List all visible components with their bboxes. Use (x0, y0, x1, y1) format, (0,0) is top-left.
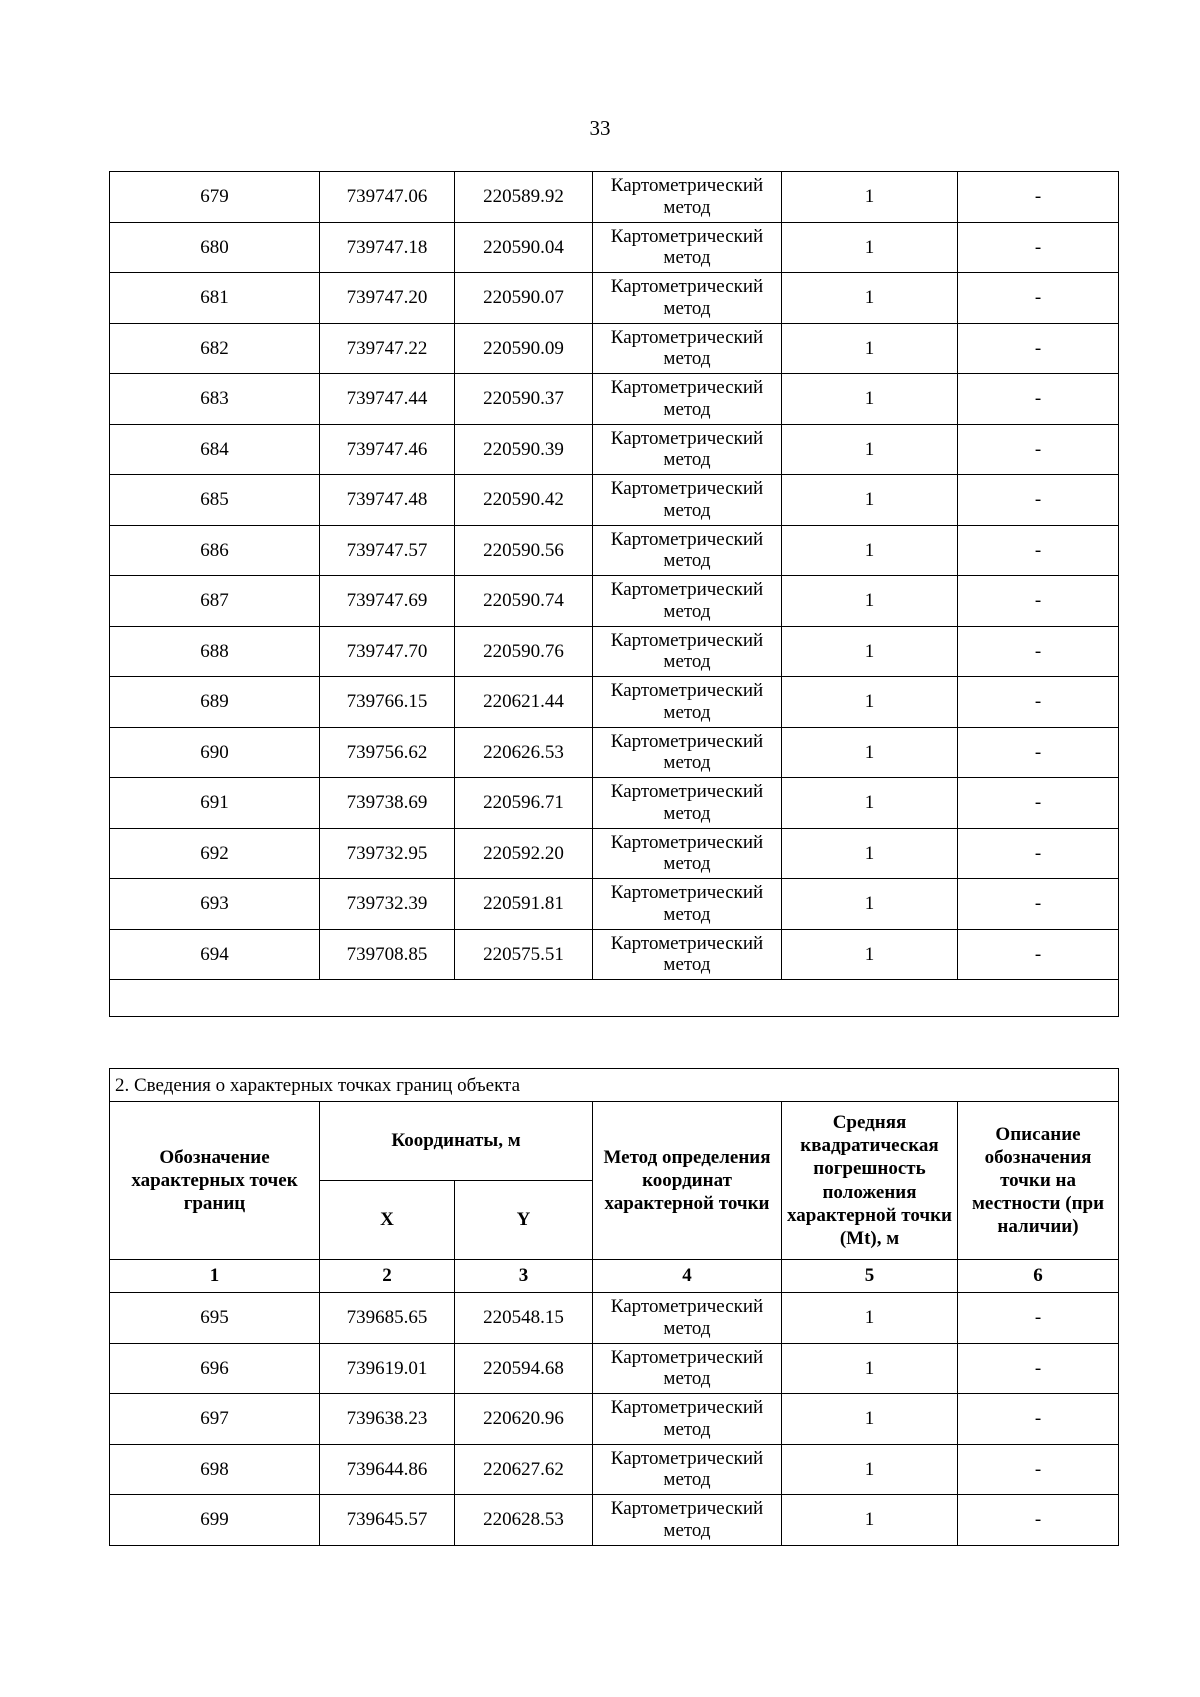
cell-method (593, 576, 782, 627)
method-line: метод (663, 196, 711, 218)
cell-method (593, 879, 782, 930)
cell-y-coordinate: 220592.20 (455, 828, 593, 879)
method-line: метод (663, 449, 711, 471)
cell-point-id: 695 (110, 1293, 320, 1344)
cell-point-id: 686 (110, 525, 320, 576)
cell-x-coordinate: 739747.06 (320, 172, 455, 223)
cell-y-coordinate: 220590.04 (455, 222, 593, 273)
cell-x-coordinate: 739747.20 (320, 273, 455, 324)
cell-method (593, 374, 782, 425)
cell-x-coordinate: 739766.15 (320, 677, 455, 728)
column-number: 1 (110, 1260, 320, 1293)
cell-mean-square-error: 1 (782, 727, 958, 778)
method-line: Картометрический (610, 629, 764, 651)
method-line: Картометрический (610, 175, 764, 197)
cell-mean-square-error: 1 (782, 828, 958, 879)
method-line: Картометрический (610, 1296, 764, 1318)
cell-y-coordinate: 220590.56 (455, 525, 593, 576)
cell-y-coordinate: 220621.44 (455, 677, 593, 728)
cell-mean-square-error: 1 (782, 475, 958, 526)
method-line: Картометрический (610, 1346, 764, 1368)
method-line: Картометрический (610, 730, 764, 752)
cell-point-id: 696 (110, 1343, 320, 1394)
cell-y-coordinate: 220590.07 (455, 273, 593, 324)
table-row (110, 323, 1119, 374)
empty-row (110, 980, 1119, 1017)
cell-description: - (958, 879, 1119, 930)
method-line: метод (663, 348, 711, 370)
cell-point-id: 689 (110, 677, 320, 728)
cell-point-id: 679 (110, 172, 320, 223)
cell-method (593, 424, 782, 475)
method-line: Картометрический (610, 579, 764, 601)
cell-point-id: 681 (110, 273, 320, 324)
cell-description: - (958, 626, 1119, 677)
cell-point-id: 698 (110, 1444, 320, 1495)
table-row (110, 626, 1119, 677)
cell-description: - (958, 778, 1119, 829)
cell-point-id: 684 (110, 424, 320, 475)
column-number: 6 (958, 1260, 1119, 1293)
boundary-points-table (109, 1068, 1119, 1546)
cell-x-coordinate: 739644.86 (320, 1444, 455, 1495)
cell-x-coordinate: 739747.70 (320, 626, 455, 677)
cell-method (593, 1394, 782, 1445)
cell-description: - (958, 576, 1119, 627)
cell-description: - (958, 828, 1119, 879)
cell-description: - (958, 1495, 1119, 1546)
header-y: Y (455, 1181, 593, 1260)
cell-method (593, 475, 782, 526)
cell-x-coordinate: 739619.01 (320, 1343, 455, 1394)
cell-x-coordinate: 739738.69 (320, 778, 455, 829)
method-line: метод (663, 903, 711, 925)
cell-point-id: 680 (110, 222, 320, 273)
method-line: метод (663, 1317, 711, 1339)
table-body (110, 172, 1119, 1017)
cell-x-coordinate: 739747.69 (320, 576, 455, 627)
cell-y-coordinate: 220590.76 (455, 626, 593, 677)
cell-description: - (958, 1444, 1119, 1495)
method-line: метод (663, 701, 711, 723)
cell-description: - (958, 727, 1119, 778)
method-line: метод (663, 600, 711, 622)
cell-description: - (958, 929, 1119, 980)
cell-mean-square-error: 1 (782, 879, 958, 930)
cell-y-coordinate: 220628.53 (455, 1495, 593, 1546)
method-line: метод (663, 853, 711, 875)
method-line: Картометрический (610, 781, 764, 803)
cell-method (593, 1293, 782, 1344)
cell-method (593, 828, 782, 879)
cell-description: - (958, 1394, 1119, 1445)
cell-description: - (958, 1293, 1119, 1344)
cell-point-id: 683 (110, 374, 320, 425)
cell-x-coordinate: 739685.65 (320, 1293, 455, 1344)
cell-method (593, 677, 782, 728)
cell-mean-square-error: 1 (782, 374, 958, 425)
method-line: метод (663, 954, 711, 976)
method-line: Картометрический (610, 377, 764, 399)
method-line: Картометрический (610, 1397, 764, 1419)
table-row (110, 273, 1119, 324)
header-x: X (320, 1181, 455, 1260)
cell-y-coordinate: 220590.39 (455, 424, 593, 475)
method-line: метод (663, 1469, 711, 1491)
table-row (110, 1394, 1119, 1445)
method-line: Картометрический (610, 528, 764, 550)
method-line: Картометрический (610, 831, 764, 853)
cell-y-coordinate: 220590.42 (455, 475, 593, 526)
cell-point-id: 690 (110, 727, 320, 778)
table-row (110, 424, 1119, 475)
cell-mean-square-error: 1 (782, 929, 958, 980)
table-row (110, 879, 1119, 930)
cell-y-coordinate: 220594.68 (455, 1343, 593, 1394)
cell-y-coordinate: 220620.96 (455, 1394, 593, 1445)
method-line: метод (663, 499, 711, 521)
table-row (110, 727, 1119, 778)
cell-method (593, 929, 782, 980)
table-row (110, 525, 1119, 576)
cell-mean-square-error: 1 (782, 1444, 958, 1495)
header-method: Метод определения координат характерной точки (593, 1102, 782, 1260)
cell-x-coordinate: 739638.23 (320, 1394, 455, 1445)
header-mean-square-error: Средняя квадратическая погрешность положения характерной точки (Mt), м (782, 1102, 958, 1260)
cell-method (593, 727, 782, 778)
table-row (110, 1495, 1119, 1546)
cell-mean-square-error: 1 (782, 778, 958, 829)
cell-description: - (958, 374, 1119, 425)
cell-x-coordinate: 739747.44 (320, 374, 455, 425)
cell-mean-square-error: 1 (782, 1293, 958, 1344)
method-line: Картометрический (610, 478, 764, 500)
table-row (110, 222, 1119, 273)
cell-x-coordinate: 739732.39 (320, 879, 455, 930)
cell-method (593, 1343, 782, 1394)
column-number: 2 (320, 1260, 455, 1293)
table-row (110, 828, 1119, 879)
cell-method (593, 323, 782, 374)
cell-y-coordinate: 220548.15 (455, 1293, 593, 1344)
table-row (110, 475, 1119, 526)
cell-x-coordinate: 739708.85 (320, 929, 455, 980)
cell-point-id: 699 (110, 1495, 320, 1546)
cell-x-coordinate: 739747.48 (320, 475, 455, 526)
method-line: Картометрический (610, 882, 764, 904)
method-line: Картометрический (610, 1447, 764, 1469)
cell-mean-square-error: 1 (782, 273, 958, 324)
cell-y-coordinate: 220590.09 (455, 323, 593, 374)
cell-x-coordinate: 739645.57 (320, 1495, 455, 1546)
cell-method (593, 525, 782, 576)
cell-method (593, 172, 782, 223)
table-row (110, 1343, 1119, 1394)
method-line: метод (663, 1519, 711, 1541)
cell-point-id: 687 (110, 576, 320, 627)
cell-mean-square-error: 1 (782, 677, 958, 728)
header-coordinates: Координаты, м (320, 1102, 593, 1181)
method-line: Картометрический (610, 427, 764, 449)
cell-description: - (958, 475, 1119, 526)
method-line: метод (663, 1368, 711, 1390)
cell-description: - (958, 222, 1119, 273)
cell-x-coordinate: 739747.46 (320, 424, 455, 475)
cell-y-coordinate: 220627.62 (455, 1444, 593, 1495)
method-line: Картометрический (610, 1498, 764, 1520)
cell-mean-square-error: 1 (782, 576, 958, 627)
cell-point-id: 692 (110, 828, 320, 879)
empty-cell (110, 980, 1119, 1017)
table-row (110, 1293, 1119, 1344)
method-line: Картометрический (610, 680, 764, 702)
method-line: метод (663, 398, 711, 420)
cell-mean-square-error: 1 (782, 323, 958, 374)
cell-mean-square-error: 1 (782, 626, 958, 677)
cell-x-coordinate: 739747.22 (320, 323, 455, 374)
method-line: метод (663, 247, 711, 269)
cell-method (593, 222, 782, 273)
cell-mean-square-error: 1 (782, 1495, 958, 1546)
cell-mean-square-error: 1 (782, 172, 958, 223)
cell-y-coordinate: 220596.71 (455, 778, 593, 829)
cell-description: - (958, 525, 1119, 576)
method-line: метод (663, 550, 711, 572)
cell-description: - (958, 424, 1119, 475)
method-line: метод (663, 651, 711, 673)
table-row (110, 778, 1119, 829)
cell-mean-square-error: 1 (782, 222, 958, 273)
cell-method (593, 626, 782, 677)
cell-point-id: 682 (110, 323, 320, 374)
cell-point-id: 685 (110, 475, 320, 526)
table-row (110, 374, 1119, 425)
cell-mean-square-error: 1 (782, 525, 958, 576)
column-number: 3 (455, 1260, 593, 1293)
cell-method (593, 273, 782, 324)
cell-y-coordinate: 220575.51 (455, 929, 593, 980)
cell-y-coordinate: 220591.81 (455, 879, 593, 930)
cell-x-coordinate: 739747.57 (320, 525, 455, 576)
cell-description: - (958, 172, 1119, 223)
method-line: метод (663, 1418, 711, 1440)
column-number: 4 (593, 1260, 782, 1293)
section-title: 2. Сведения о характерных точках границ объекта (110, 1069, 1119, 1102)
cell-y-coordinate: 220590.74 (455, 576, 593, 627)
column-number: 5 (782, 1260, 958, 1293)
cell-mean-square-error: 1 (782, 424, 958, 475)
cell-method (593, 1444, 782, 1495)
method-line: Картометрический (610, 326, 764, 348)
table-row (110, 1444, 1119, 1495)
cell-x-coordinate: 739732.95 (320, 828, 455, 879)
cell-x-coordinate: 739747.18 (320, 222, 455, 273)
table-row (110, 172, 1119, 223)
method-line: Картометрический (610, 276, 764, 298)
cell-description: - (958, 323, 1119, 374)
method-line: Картометрический (610, 932, 764, 954)
cell-point-id: 688 (110, 626, 320, 677)
page-number: 33 (589, 116, 611, 140)
cell-method (593, 1495, 782, 1546)
cell-method (593, 778, 782, 829)
cell-description: - (958, 273, 1119, 324)
cell-point-id: 691 (110, 778, 320, 829)
header-description: Описание обозначения точки на местности (при наличии) (958, 1102, 1119, 1260)
cell-mean-square-error: 1 (782, 1343, 958, 1394)
boundary-points-table-continued (109, 171, 1119, 1017)
method-line: метод (663, 752, 711, 774)
method-line: метод (663, 802, 711, 824)
cell-x-coordinate: 739756.62 (320, 727, 455, 778)
table-body (110, 1293, 1119, 1546)
table-row (110, 576, 1119, 627)
cell-y-coordinate: 220590.37 (455, 374, 593, 425)
cell-y-coordinate: 220626.53 (455, 727, 593, 778)
method-line: метод (663, 297, 711, 319)
cell-point-id: 694 (110, 929, 320, 980)
cell-point-id: 693 (110, 879, 320, 930)
header-point-designation: Обозначение характерных точек границ (110, 1102, 320, 1260)
table-row (110, 929, 1119, 980)
cell-point-id: 697 (110, 1394, 320, 1445)
cell-mean-square-error: 1 (782, 1394, 958, 1445)
cell-description: - (958, 677, 1119, 728)
cell-y-coordinate: 220589.92 (455, 172, 593, 223)
table-row (110, 677, 1119, 728)
cell-description: - (958, 1343, 1119, 1394)
method-line: Картометрический (610, 225, 764, 247)
